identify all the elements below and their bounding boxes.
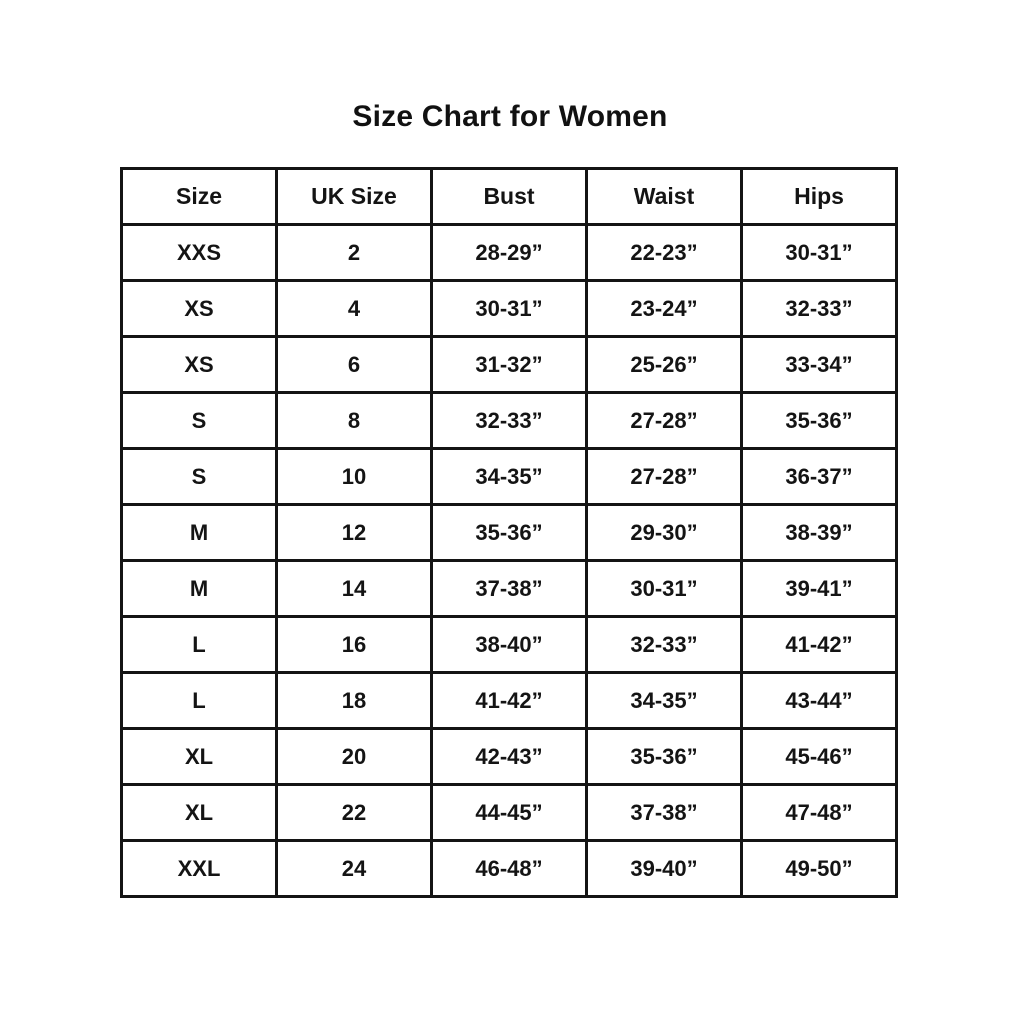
table-cell: 41-42” — [432, 673, 587, 729]
table-cell: 29-30” — [587, 505, 742, 561]
table-row — [122, 729, 897, 785]
table-cell: 27-28” — [587, 449, 742, 505]
table-cell: 37-38” — [587, 785, 742, 841]
table-cell: 24 — [277, 841, 432, 897]
table-cell: 47-48” — [742, 785, 897, 841]
table-cell: 37-38” — [432, 561, 587, 617]
table-cell: 28-29” — [432, 225, 587, 281]
table-cell: 10 — [277, 449, 432, 505]
table-cell: 33-34” — [742, 337, 897, 393]
table-cell: 25-26” — [587, 337, 742, 393]
column-header: Size — [122, 169, 277, 225]
table-cell: XS — [122, 337, 277, 393]
table-cell: 14 — [277, 561, 432, 617]
table-cell: 45-46” — [742, 729, 897, 785]
table-cell: 31-32” — [432, 337, 587, 393]
table-cell: 39-40” — [587, 841, 742, 897]
table-cell: 2 — [277, 225, 432, 281]
table-cell: XXS — [122, 225, 277, 281]
table-cell: S — [122, 449, 277, 505]
table-cell: 32-33” — [742, 281, 897, 337]
table-cell: M — [122, 561, 277, 617]
table-cell: 34-35” — [587, 673, 742, 729]
table-cell: 39-41” — [742, 561, 897, 617]
table-cell: 16 — [277, 617, 432, 673]
table-cell: 35-36” — [587, 729, 742, 785]
table-cell: 38-39” — [742, 505, 897, 561]
page-title: Size Chart for Women — [352, 100, 668, 133]
table-cell: 46-48” — [432, 841, 587, 897]
table-cell: XXL — [122, 841, 277, 897]
table-cell: L — [122, 673, 277, 729]
size-chart-table — [120, 167, 898, 898]
table-cell: 49-50” — [742, 841, 897, 897]
table-cell: 30-31” — [432, 281, 587, 337]
table-cell: 30-31” — [587, 561, 742, 617]
table-row — [122, 785, 897, 841]
table-cell: 36-37” — [742, 449, 897, 505]
table-cell: 6 — [277, 337, 432, 393]
table-header-row — [122, 169, 897, 225]
table-row — [122, 673, 897, 729]
table-row — [122, 841, 897, 897]
table-cell: 23-24” — [587, 281, 742, 337]
table-cell: 43-44” — [742, 673, 897, 729]
table-cell: 22 — [277, 785, 432, 841]
table-cell: 20 — [277, 729, 432, 785]
column-header: Hips — [742, 169, 897, 225]
table-head — [122, 169, 897, 225]
table-cell: 12 — [277, 505, 432, 561]
table-cell: 4 — [277, 281, 432, 337]
table-cell: 35-36” — [432, 505, 587, 561]
table-cell: L — [122, 617, 277, 673]
table-body — [122, 225, 897, 897]
table-cell: 35-36” — [742, 393, 897, 449]
table-cell: 38-40” — [432, 617, 587, 673]
table-cell: M — [122, 505, 277, 561]
table-cell: 32-33” — [432, 393, 587, 449]
table-cell: 32-33” — [587, 617, 742, 673]
column-header: UK Size — [277, 169, 432, 225]
table-cell: 41-42” — [742, 617, 897, 673]
table-row — [122, 337, 897, 393]
table-row — [122, 561, 897, 617]
table-row — [122, 281, 897, 337]
table-cell: S — [122, 393, 277, 449]
table-cell: 8 — [277, 393, 432, 449]
table-row — [122, 449, 897, 505]
table-row — [122, 225, 897, 281]
table-row — [122, 505, 897, 561]
table-row — [122, 393, 897, 449]
column-header: Waist — [587, 169, 742, 225]
table-cell: 30-31” — [742, 225, 897, 281]
table-cell: XS — [122, 281, 277, 337]
table-row — [122, 617, 897, 673]
table-cell: XL — [122, 785, 277, 841]
table-cell: 42-43” — [432, 729, 587, 785]
table-cell: 27-28” — [587, 393, 742, 449]
table-cell: 34-35” — [432, 449, 587, 505]
column-header: Bust — [432, 169, 587, 225]
table-cell: XL — [122, 729, 277, 785]
table-cell: 18 — [277, 673, 432, 729]
table-cell: 22-23” — [587, 225, 742, 281]
table-cell: 44-45” — [432, 785, 587, 841]
